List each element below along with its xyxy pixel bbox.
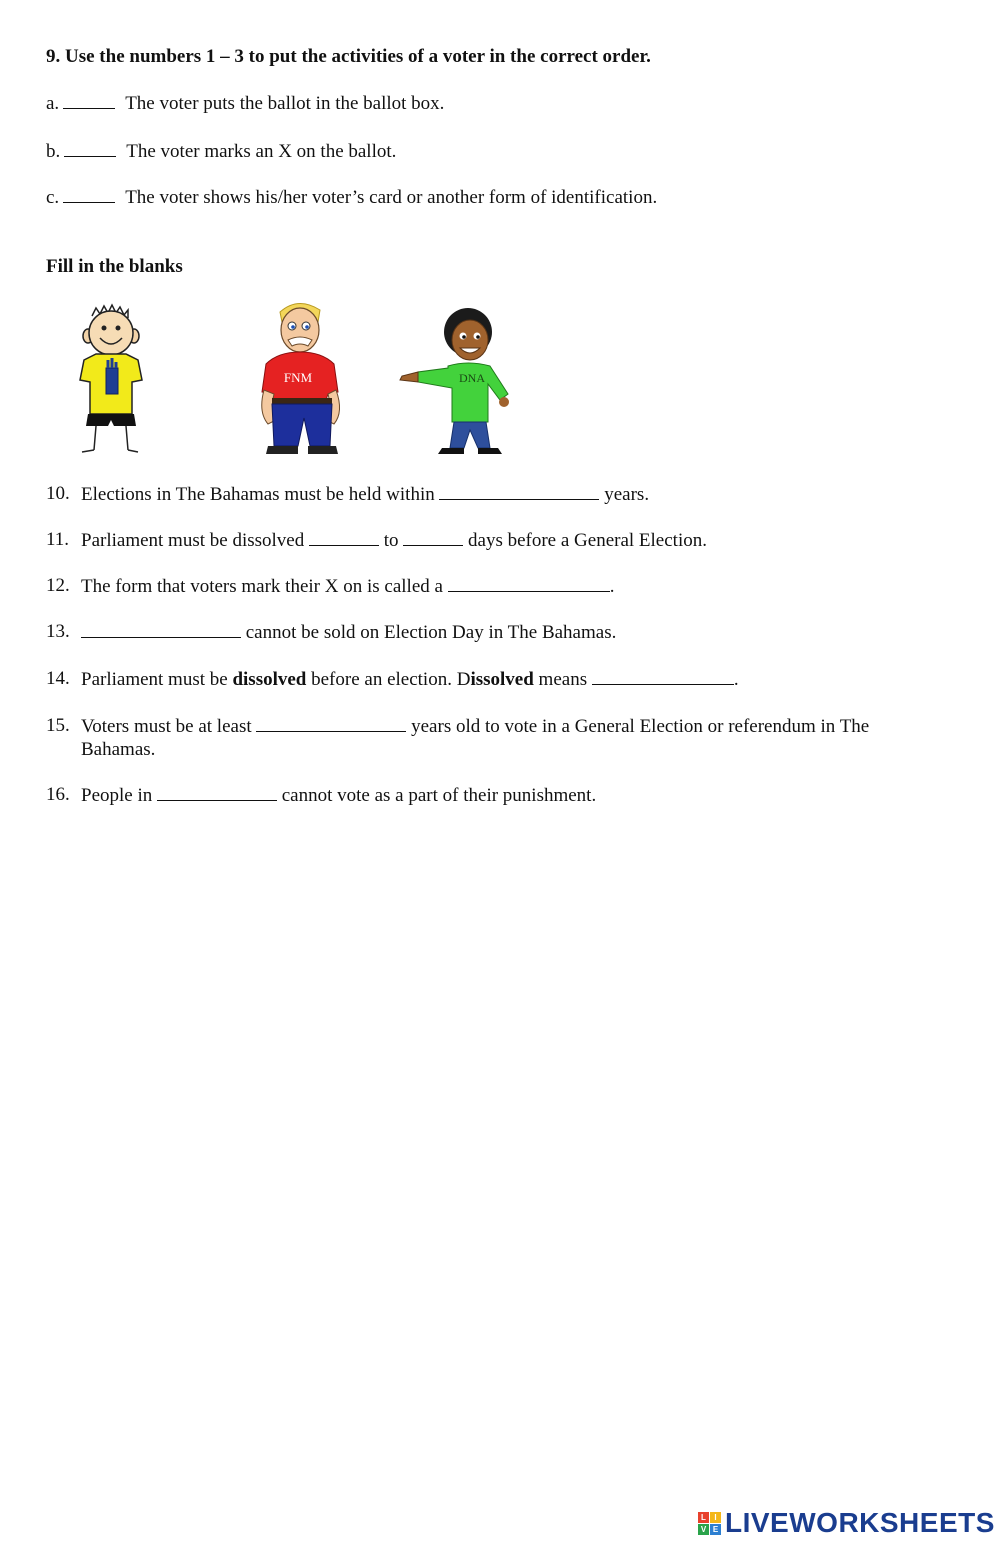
question-text: Parliament must be <box>81 669 228 690</box>
item-letter: c. <box>46 187 60 208</box>
item-text: The voter shows his/her voter’s card or another form of identification. <box>125 187 658 208</box>
answer-blank-a[interactable] <box>63 92 115 109</box>
question-number: 16. <box>46 784 70 805</box>
answer-blank-15[interactable] <box>256 714 406 732</box>
answer-blank-10[interactable] <box>439 482 599 500</box>
question-text: Voters must be at least <box>81 716 252 737</box>
question-text: Elections in The Bahamas must be held within <box>81 484 435 505</box>
answer-blank-13[interactable] <box>81 620 241 638</box>
bold-term: dissolved <box>232 669 307 690</box>
question-text: . <box>733 669 739 690</box>
logo-mark-letter: I <box>710 1512 721 1523</box>
logo-text: LIVEWORKSHEETS <box>725 1507 995 1538</box>
item-letter: a. <box>46 93 60 114</box>
fnm-shirt-man-illustration <box>258 300 350 458</box>
answer-blank-11b[interactable] <box>403 528 463 546</box>
order-item-b <box>46 140 396 163</box>
yellow-shirt-kid-illustration <box>70 302 150 457</box>
dna-shirt-boy-illustration <box>398 308 524 458</box>
fnm-shirt-text: FNM <box>283 370 313 385</box>
question-number: 10. <box>46 483 70 504</box>
question-number: 11. <box>46 529 70 550</box>
question-number: 15. <box>46 715 70 736</box>
item-text: The voter marks an X on the ballot. <box>126 141 397 162</box>
question-text: years. <box>604 484 650 505</box>
question-text: years old to vote in a General Election or referendum in The Bahamas. <box>81 716 870 760</box>
answer-blank-14[interactable] <box>592 667 734 685</box>
answer-blank-b[interactable] <box>64 140 116 157</box>
question-number: 14. <box>46 668 70 689</box>
answer-blank-12[interactable] <box>448 574 610 592</box>
question-number: 13. <box>46 621 70 642</box>
answer-blank-c[interactable] <box>63 186 115 203</box>
fill-question-16 <box>46 783 926 807</box>
answer-blank-16[interactable] <box>157 783 277 801</box>
question-text: before an election. D <box>311 669 471 690</box>
fill-question-13 <box>46 620 926 644</box>
logo-mark-icon <box>698 1512 721 1535</box>
question-text: days before a General Election. <box>468 530 707 551</box>
question-text: means <box>538 669 588 690</box>
question-text: . <box>609 576 615 597</box>
fill-blanks-title: Fill in the blanks <box>46 256 183 277</box>
fill-question-14 <box>46 667 926 691</box>
logo-mark-letter: L <box>698 1512 709 1523</box>
question-text: cannot vote as a part of their punishment. <box>281 785 597 806</box>
question-text: People in <box>81 785 153 806</box>
fill-question-11 <box>46 528 926 552</box>
fill-question-15 <box>46 714 926 761</box>
question-text: to <box>383 530 399 551</box>
logo-mark-letter: E <box>710 1524 721 1535</box>
answer-blank-11a[interactable] <box>309 528 379 546</box>
item-text: The voter puts the ballot in the ballot box. <box>125 93 445 114</box>
fill-question-12 <box>46 574 926 598</box>
logo-mark-letter: V <box>698 1524 709 1535</box>
liveworksheets-logo[interactable] <box>698 1507 995 1539</box>
fill-question-10 <box>46 482 926 506</box>
item-letter: b. <box>46 141 61 162</box>
question-text: Parliament must be dissolved <box>81 530 305 551</box>
dna-shirt-text: DNA <box>459 371 485 385</box>
question-text: cannot be sold on Election Day in The Bahamas. <box>245 622 617 643</box>
question-text: The form that voters mark their X on is called a <box>81 576 443 597</box>
question-number: 12. <box>46 575 70 596</box>
order-item-c <box>46 186 657 209</box>
order-item-a <box>46 92 444 115</box>
bold-term: issolved <box>470 669 534 690</box>
question-9-heading: 9. Use the numbers 1 – 3 to put the activities of a voter in the correct order. <box>46 46 651 67</box>
